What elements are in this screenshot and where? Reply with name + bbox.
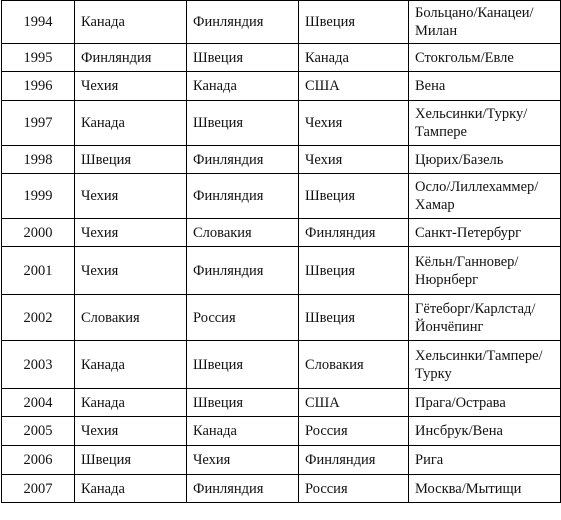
host-cities-cell	[409, 389, 561, 417]
host-city-line: Хельсинки/Тампере/	[415, 347, 543, 364]
second-place-cell: Финляндия	[187, 146, 299, 174]
second-place-cell: Финляндия	[187, 1, 299, 44]
third-place-cell: Швеция	[299, 247, 409, 295]
table-row	[2, 72, 561, 101]
host-city-line: Милан	[415, 23, 458, 39]
second-place-cell: Канада	[187, 72, 299, 101]
second-place-cell: Чехия	[187, 446, 299, 475]
host-city-line: Цюрих/Базель	[415, 151, 504, 168]
second-place-cell: Швеция	[187, 389, 299, 417]
table-row	[2, 219, 561, 247]
second-place-cell: Финляндия	[187, 247, 299, 295]
first-place-cell: Канада	[75, 341, 187, 389]
first-place-cell: Канада	[75, 1, 187, 44]
table-row	[2, 44, 561, 72]
host-city-line: Тампере	[415, 124, 467, 140]
table-row	[2, 389, 561, 417]
second-place-cell: Канада	[187, 417, 299, 446]
table-row	[2, 174, 561, 219]
first-place-cell: Чехия	[75, 219, 187, 247]
table-row	[2, 101, 561, 146]
host-city-line: Хельсинки/Турку/	[415, 106, 528, 122]
host-city-line: Москва/Мытищи	[415, 480, 522, 497]
third-place-cell: США	[299, 389, 409, 417]
host-city-line: Нюрнберг	[415, 271, 479, 288]
host-city-line: Инсбрук/Вена	[415, 423, 503, 439]
host-cities-cell	[409, 174, 561, 219]
table-row	[2, 1, 561, 44]
year-cell: 1998	[2, 146, 75, 174]
host-city-line: Хамар	[415, 197, 455, 213]
third-place-cell: Финляндия	[299, 219, 409, 247]
host-city-line: Турку	[415, 365, 452, 382]
second-place-cell: Финляндия	[187, 174, 299, 219]
second-place-cell: Швеция	[187, 341, 299, 389]
host-cities-cell	[409, 44, 561, 72]
host-cities-cell	[409, 341, 561, 389]
year-cell: 2007	[2, 475, 75, 503]
first-place-cell: Швеция	[75, 146, 187, 174]
third-place-cell: Чехия	[299, 101, 409, 146]
host-city-line: Больцано/Канацеи/	[415, 5, 534, 21]
host-city-line: Осло/Лиллехаммер/	[415, 179, 539, 195]
year-cell: 2005	[2, 417, 75, 446]
first-place-cell: Швеция	[75, 446, 187, 475]
third-place-cell: Чехия	[299, 146, 409, 174]
year-cell: 2003	[2, 341, 75, 389]
host-cities-cell	[409, 295, 561, 341]
third-place-cell: Швеция	[299, 174, 409, 219]
third-place-cell: Швеция	[299, 295, 409, 341]
first-place-cell: Канада	[75, 101, 187, 146]
host-cities-cell	[409, 1, 561, 44]
second-place-cell: Швеция	[187, 44, 299, 72]
table-row	[2, 146, 561, 174]
year-cell: 1999	[2, 174, 75, 219]
results-table-body	[2, 1, 561, 503]
first-place-cell: Канада	[75, 475, 187, 503]
year-cell: 2002	[2, 295, 75, 341]
first-place-cell: Финляндия	[75, 44, 187, 72]
table-row	[2, 341, 561, 389]
host-city-line: Прага/Острава	[415, 394, 506, 411]
first-place-cell: Канада	[75, 389, 187, 417]
year-cell: 2001	[2, 247, 75, 295]
host-cities-cell	[409, 72, 561, 101]
table-row	[2, 295, 561, 341]
first-place-cell: Чехия	[75, 72, 187, 101]
third-place-cell: Канада	[299, 44, 409, 72]
second-place-cell: Россия	[187, 295, 299, 341]
third-place-cell: США	[299, 72, 409, 101]
results-table	[1, 0, 561, 503]
host-city-line: Вена	[415, 78, 446, 94]
host-cities-cell	[409, 446, 561, 475]
third-place-cell: Россия	[299, 417, 409, 446]
table-row	[2, 247, 561, 295]
host-cities-cell	[409, 417, 561, 446]
host-cities-cell	[409, 101, 561, 146]
year-cell: 2004	[2, 389, 75, 417]
second-place-cell: Словакия	[187, 219, 299, 247]
year-cell: 1997	[2, 101, 75, 146]
first-place-cell: Чехия	[75, 247, 187, 295]
host-city-line: Рига	[415, 452, 444, 468]
host-city-line: Стокгольм/Евле	[415, 49, 514, 66]
year-cell: 1994	[2, 1, 75, 44]
year-cell: 2000	[2, 219, 75, 247]
first-place-cell: Чехия	[75, 417, 187, 446]
year-cell: 1996	[2, 72, 75, 101]
table-row	[2, 446, 561, 475]
host-cities-cell	[409, 146, 561, 174]
host-city-line: Йончёпинг	[415, 318, 484, 335]
first-place-cell: Словакия	[75, 295, 187, 341]
host-city-line: Гётеборг/Карлстад/	[415, 300, 536, 317]
host-cities-cell	[409, 219, 561, 247]
host-cities-cell	[409, 475, 561, 503]
table-row	[2, 417, 561, 446]
third-place-cell: Швеция	[299, 1, 409, 44]
third-place-cell: Словакия	[299, 341, 409, 389]
table-row	[2, 475, 561, 503]
year-cell: 2006	[2, 446, 75, 475]
host-cities-cell	[409, 247, 561, 295]
third-place-cell: Финляндия	[299, 446, 409, 475]
first-place-cell: Чехия	[75, 174, 187, 219]
third-place-cell: Россия	[299, 475, 409, 503]
second-place-cell: Швеция	[187, 101, 299, 146]
host-city-line: Санкт-Петербург	[415, 224, 522, 241]
year-cell: 1995	[2, 44, 75, 72]
host-city-line: Кёльн/Ганновер/	[415, 253, 519, 270]
second-place-cell: Финляндия	[187, 475, 299, 503]
